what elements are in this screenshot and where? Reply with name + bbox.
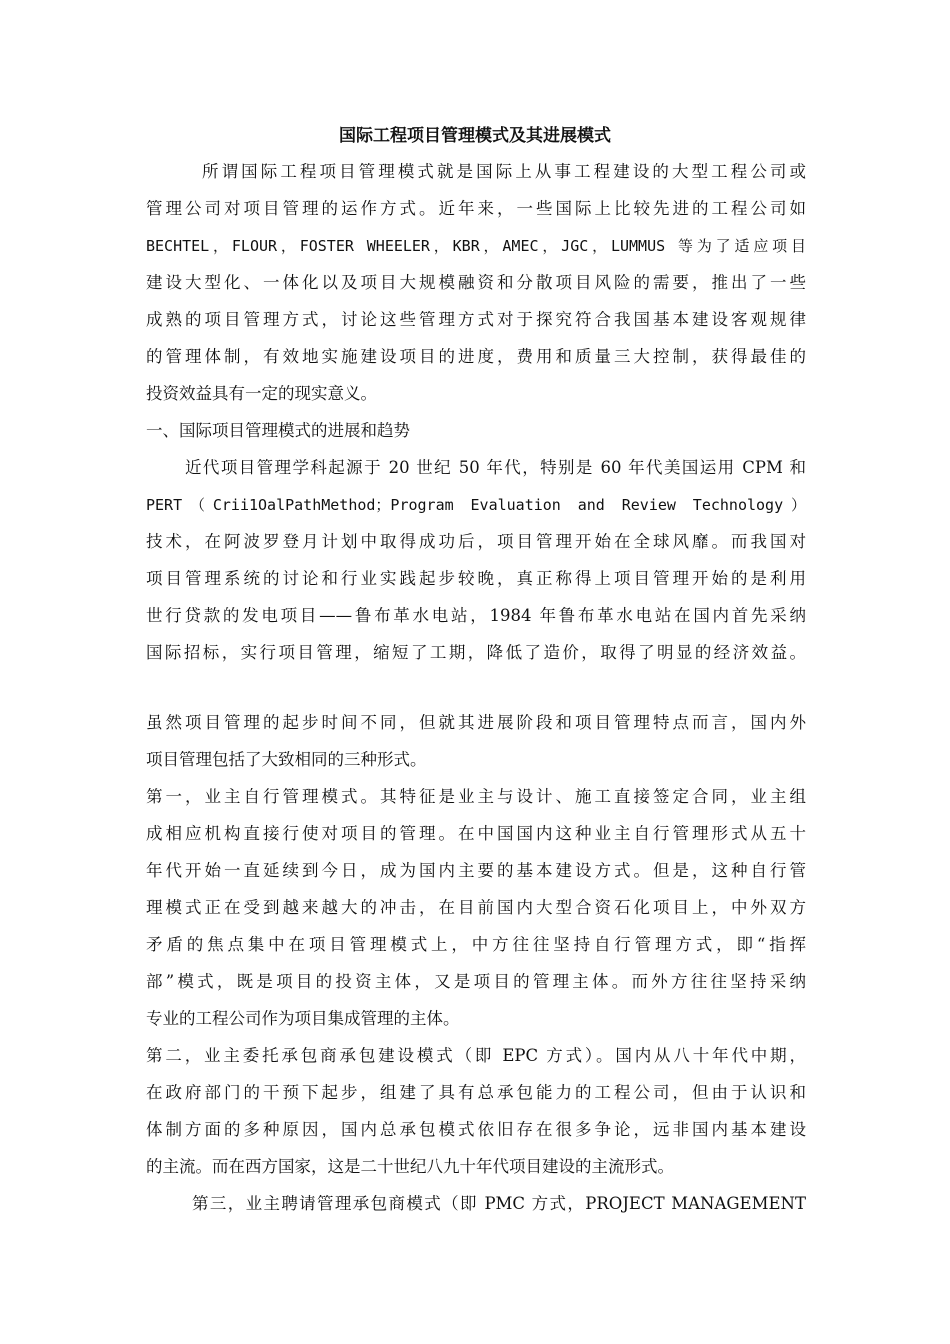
document-title: 国际工程项目管理模式及其进展模式 <box>339 126 611 146</box>
paragraph-line: 建设大型化、一体化以及项目大规模融资和分散项目风险的需要，推出了一些 <box>146 273 806 292</box>
paragraph-line: 投资效益具有一定的现实意义。 <box>146 384 377 403</box>
paragraph-line: 部”模式，既是项目的投资主体，又是项目的管理主体。而外方往往坚持采纳 <box>146 972 806 991</box>
paragraph-line: 国际招标，实行项目管理，缩短了工期，降低了造价，取得了明显的经济效益。 <box>146 643 806 662</box>
paragraph-line: 所谓国际工程项目管理模式就是国际上从事工程建设的大型工程公司或 <box>202 162 806 181</box>
paragraph-line: 第三，业主聘请管理承包商模式（即 PMC 方式，PROJECT MANAGEMENT <box>192 1194 806 1213</box>
paragraph-line: 虽然项目管理的起步时间不同，但就其进展阶段和项目管理特点而言，国内外 <box>146 713 806 732</box>
paragraph-line: 的主流。而在西方国家，这是二十世纪八九十年代项目建设的主流形式。 <box>146 1157 674 1176</box>
paragraph-line: 世行贷款的发电项目——鲁布革水电站，1984 年鲁布革水电站在国内首先采纳 <box>146 606 806 625</box>
paragraph-line: 项目管理系统的讨论和行业实践起步较晚，真正称得上项目管理开始的是利用 <box>146 569 806 588</box>
paragraph-line: 成熟的项目管理方式，讨论这些管理方式对于探究符合我国基本建设客观规律 <box>146 310 806 329</box>
paragraph-line: 第二，业主委托承包商承包建设模式（即 EPC 方式）。国内从八十年代中期， <box>146 1046 806 1065</box>
paragraph-line: PERT（Crii1OalPathMethod；Program Evaluation and Review Technology） <box>146 496 806 514</box>
paragraph-line: 成相应机构直接行使对项目的管理。在中国国内这种业主自行管理形式从五十 <box>146 824 806 843</box>
paragraph-line: 的管理体制，有效地实施建设项目的进度，费用和质量三大控制，获得最佳的 <box>146 347 806 366</box>
paragraph-line: 理模式正在受到越来越大的冲击，在目前国内大型合资石化项目上，中外双方 <box>146 898 806 917</box>
paragraph-line: 技术，在阿波罗登月计划中取得成功后，项目管理开始在全球风靡。而我国对 <box>146 532 806 551</box>
paragraph-line: BECHTEL，FLOUR，FOSTER WHEELER，KBR，AMEC，JGC，LUMMUS 等为了适应项目 <box>146 237 806 255</box>
paragraph-line: 年代开始一直延续到今日，成为国内主要的基本建设方式。但是，这种自行管 <box>146 861 806 880</box>
paragraph-line: 近代项目管理学科起源于 20 世纪 50 年代，特别是 60 年代美国运用 CPM 和 <box>185 458 806 477</box>
paragraph-line: 在政府部门的干预下起步，组建了具有总承包能力的工程公司，但由于认识和 <box>146 1083 806 1102</box>
paragraph-line: 管理公司对项目管理的运作方式。近年来，一些国际上比较先进的工程公司如 <box>146 199 806 218</box>
paragraph-line: 专业的工程公司作为项目集成管理的主体。 <box>146 1009 460 1028</box>
section-heading: 一、国际项目管理模式的进展和趋势 <box>146 421 410 440</box>
paragraph-line: 矛盾的焦点集中在项目管理模式上，中方往往坚持自行管理方式，即“指挥 <box>146 935 806 954</box>
paragraph-line: 第一，业主自行管理模式。其特征是业主与设计、施工直接签定合同，业主组 <box>146 787 806 806</box>
paragraph-line: 项目管理包括了大致相同的三种形式。 <box>146 750 427 769</box>
paragraph-line: 体制方面的多种原因，国内总承包模式依旧存在很多争论，远非国内基本建设 <box>146 1120 806 1139</box>
